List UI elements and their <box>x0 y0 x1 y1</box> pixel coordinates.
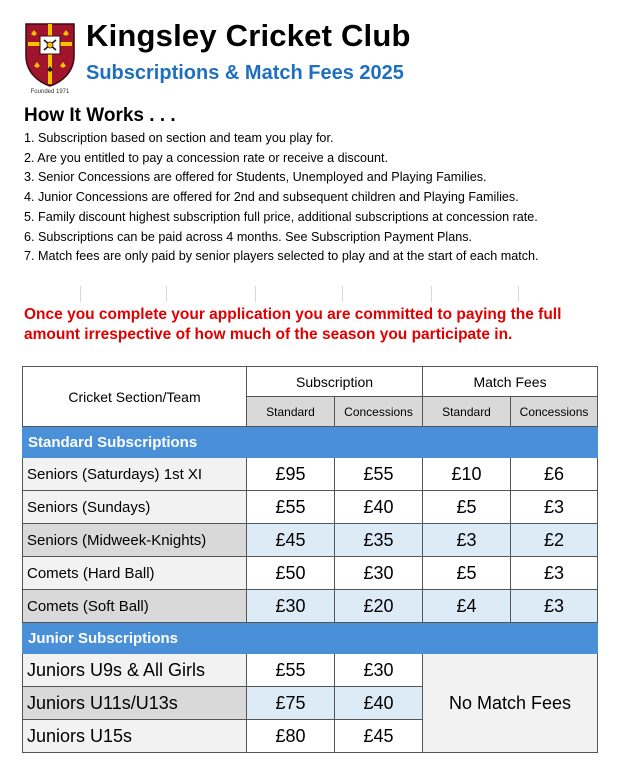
sub-standard-price: £30 <box>247 590 335 623</box>
fee-standard-price: £3 <box>423 524 511 557</box>
sub-concession-price: £30 <box>335 654 423 687</box>
team-name: Seniors (Sundays) <box>23 491 247 524</box>
section-junior-subscriptions: Junior Subscriptions <box>23 623 598 654</box>
table-row <box>23 491 598 524</box>
sub-standard-price: £55 <box>247 654 335 687</box>
list-item: 1. Subscription based on section and team you play for. <box>24 131 334 145</box>
fee-standard-price: £4 <box>423 590 511 623</box>
fee-concession-price: £3 <box>511 491 598 524</box>
header-sub-concessions: Concessions <box>335 397 423 427</box>
crest-shield-icon <box>24 22 76 88</box>
fee-standard-price: £5 <box>423 491 511 524</box>
team-name: Comets (Hard Ball) <box>23 557 247 590</box>
team-name: Seniors (Saturdays) 1st XI <box>23 458 247 491</box>
table-row <box>23 557 598 590</box>
header-fee-standard: Standard <box>423 397 511 427</box>
divider-tick <box>342 286 343 302</box>
team-name: Juniors U11s/U13s <box>23 687 247 720</box>
how-it-works-heading: How It Works . . . <box>24 105 176 126</box>
section-standard-subscriptions: Standard Subscriptions <box>23 427 598 458</box>
how-it-works-list <box>24 129 539 267</box>
table-row <box>23 590 598 623</box>
sub-standard-price: £95 <box>247 458 335 491</box>
sub-standard-price: £50 <box>247 557 335 590</box>
header-subscription: Subscription <box>247 367 423 397</box>
sub-concession-price: £55 <box>335 458 423 491</box>
sub-standard-price: £45 <box>247 524 335 557</box>
sub-concession-price: £40 <box>335 687 423 720</box>
divider-tick <box>80 286 81 302</box>
sub-concession-price: £45 <box>335 720 423 753</box>
faint-divider-marks <box>80 286 540 302</box>
club-title: Kingsley Cricket Club <box>86 18 411 53</box>
no-match-fees-cell: No Match Fees <box>423 654 598 753</box>
club-crest <box>24 22 76 100</box>
list-item: 5. Family discount highest subscription full price, additional subscriptions at concession rate. <box>24 209 538 224</box>
list-item: 4. Junior Concessions are offered for 2nd and subsequent children and Playing Families. <box>24 190 519 205</box>
team-name: Comets (Soft Ball) <box>23 590 247 623</box>
fee-concession-price: £2 <box>511 524 598 557</box>
header-cricket-section: Cricket Section/Team <box>23 367 247 427</box>
table-row <box>23 654 598 687</box>
divider-tick <box>431 286 432 302</box>
fee-concession-price: £3 <box>511 557 598 590</box>
page-subtitle: Subscriptions & Match Fees 2025 <box>86 62 404 84</box>
team-name: Juniors U15s <box>23 720 247 753</box>
header-match-fees: Match Fees <box>423 367 598 397</box>
sub-concession-price: £40 <box>335 491 423 524</box>
list-item: 2. Are you entitled to pay a concession rate or receive a discount. <box>24 150 389 165</box>
table-row <box>23 524 598 557</box>
sub-standard-price: £55 <box>247 491 335 524</box>
header-fee-concessions: Concessions <box>511 397 598 427</box>
divider-tick <box>518 286 519 302</box>
fee-standard-price: £10 <box>423 458 511 491</box>
sub-concession-price: £35 <box>335 524 423 557</box>
sub-concession-price: £20 <box>335 590 423 623</box>
crest-founded-text: Founded 1971 <box>30 89 70 95</box>
team-name: Juniors U9s & All Girls <box>23 654 247 687</box>
divider-tick <box>255 286 256 302</box>
sub-standard-price: £80 <box>247 720 335 753</box>
fee-standard-price: £5 <box>423 557 511 590</box>
team-name: Seniors (Midweek-Knights) <box>23 524 247 557</box>
fee-concession-price: £3 <box>511 590 598 623</box>
commitment-warning: Once you complete your application you are committed to paying the full amount irrespective of how much of the season you participate in. <box>24 306 562 343</box>
sub-concession-price: £30 <box>335 557 423 590</box>
fees-table <box>22 366 598 753</box>
table-row <box>23 458 598 491</box>
page-header <box>24 18 604 98</box>
list-item: 6. Subscriptions can be paid across 4 months. See Subscription Payment Plans. <box>24 229 473 244</box>
divider-tick <box>166 286 167 302</box>
fee-concession-price: £6 <box>511 458 598 491</box>
list-item: 3. Senior Concessions are offered for Students, Unemployed and Playing Families. <box>24 170 487 185</box>
list-item: 7. Match fees are only paid by senior players selected to play and at the start of each match. <box>24 249 539 264</box>
header-sub-standard: Standard <box>247 397 335 427</box>
sub-standard-price: £75 <box>247 687 335 720</box>
